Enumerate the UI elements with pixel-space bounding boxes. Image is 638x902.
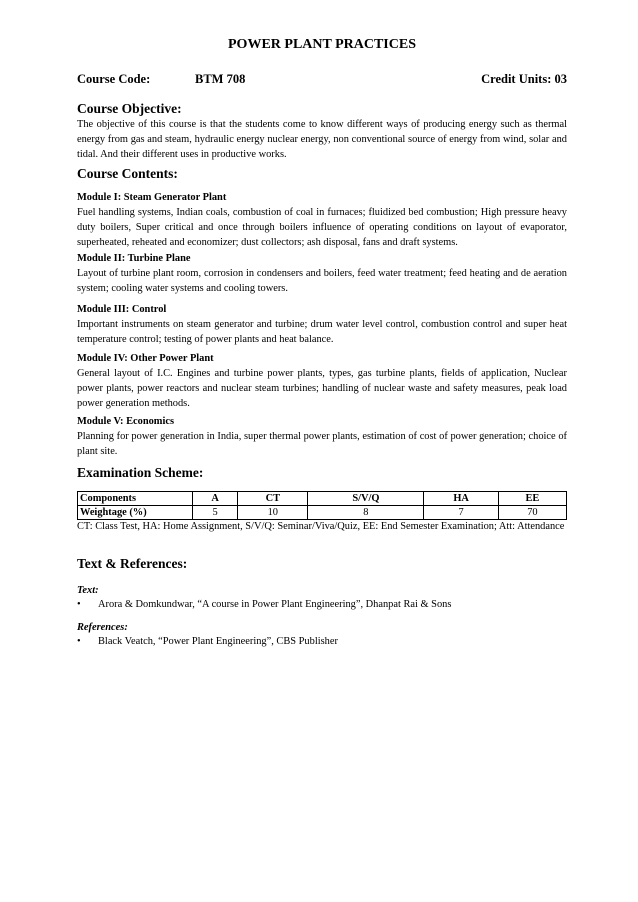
exam-table-weightage-row [78,506,567,520]
text-label: Text: [77,585,99,596]
text-item-label: Arora & Domkundwar, “A course in Power Plant Engineering”, Dhanpat Rai & Sons [98,599,452,610]
bullet-icon: • [77,636,81,647]
bullet-icon: • [77,599,81,610]
objective-heading: Course Objective: [77,101,182,116]
table-cell: 5 [193,506,238,520]
exam-table [77,491,567,520]
reference-item [77,636,338,647]
module-2-title: Module II: Turbine Plane [77,253,191,264]
module-2-text: Layout of turbine plant room, corrosion in condensers and boilers, feed water treatment; feed heating and de aeration system; cooling water systems and cooling towers. [77,268,567,294]
course-code-label: Course Code: [77,72,151,86]
module-3-title: Module III: Control [77,304,167,315]
module-3-text: Important instruments on steam generator and turbine; drum water level control, combustion control and super heat temperature control; testing of power plants and heat balance. [77,319,567,345]
table-cell: S/V/Q [308,492,424,506]
reference-item-label: Black Veatch, “Power Plant Engineering”, CBS Publisher [98,636,338,647]
table-cell: EE [498,492,566,506]
table-cell: 70 [498,506,566,520]
table-cell: 7 [424,506,498,520]
refs-heading: Text & References: [77,556,188,571]
table-cell: CT [238,492,308,506]
module-4-text: General layout of I.C. Engines and turbine power plants, types, gas turbine plants, fields of application, Nuclear power plants, power reactors and nuclear steam turbines; handling of nuclear waste and safety measures, peak load power generation methods. [77,368,567,409]
module-5-title: Module V: Economics [77,416,174,427]
credit-units: Credit Units: 03 [481,72,567,86]
table-cell: HA [424,492,498,506]
page-title: POWER PLANT PRACTICES [228,37,416,52]
table-cell: 10 [238,506,308,520]
text-item [77,599,451,610]
course-code-value: BTM 708 [195,72,246,86]
table-cell: A [193,492,238,506]
module-4-title: Module IV: Other Power Plant [77,353,214,364]
module-1-text: Fuel handling systems, Indian coals, combustion of coal in furnaces; fluidized bed combustion; High pressure heavy duty boilers, Super critical and once through boilers influence of operating conditions on layout of evaporator, superheated, reheated and economizer; dust collectors; ash disposal, fans and draft systems. [77,207,567,248]
table-cell: Weightage (%) [78,506,193,520]
exam-table-header-row [78,492,567,506]
exam-note: CT: Class Test, HA: Home Assignment, S/V/Q: Seminar/Viva/Quiz, EE: End Semester Examination; Att: Attendance [77,521,565,532]
objective-text: The objective of this course is that the students come to know different ways of producing energy such as thermal energy from gas and steam, hydraulic energy nuclear energy, non conventional source of energy from wind, solar and tidal. And their different uses in productive works. [77,119,567,160]
references-label: References: [77,622,128,633]
table-cell: Components [78,492,193,506]
contents-heading: Course Contents: [77,166,178,181]
module-5-text: Planning for power generation in India, super thermal power plants, estimation of cost of power generation; choice of plant site. [77,431,567,457]
exam-heading: Examination Scheme: [77,465,204,480]
table-cell: 8 [308,506,424,520]
module-1-title: Module I: Steam Generator Plant [77,192,227,203]
